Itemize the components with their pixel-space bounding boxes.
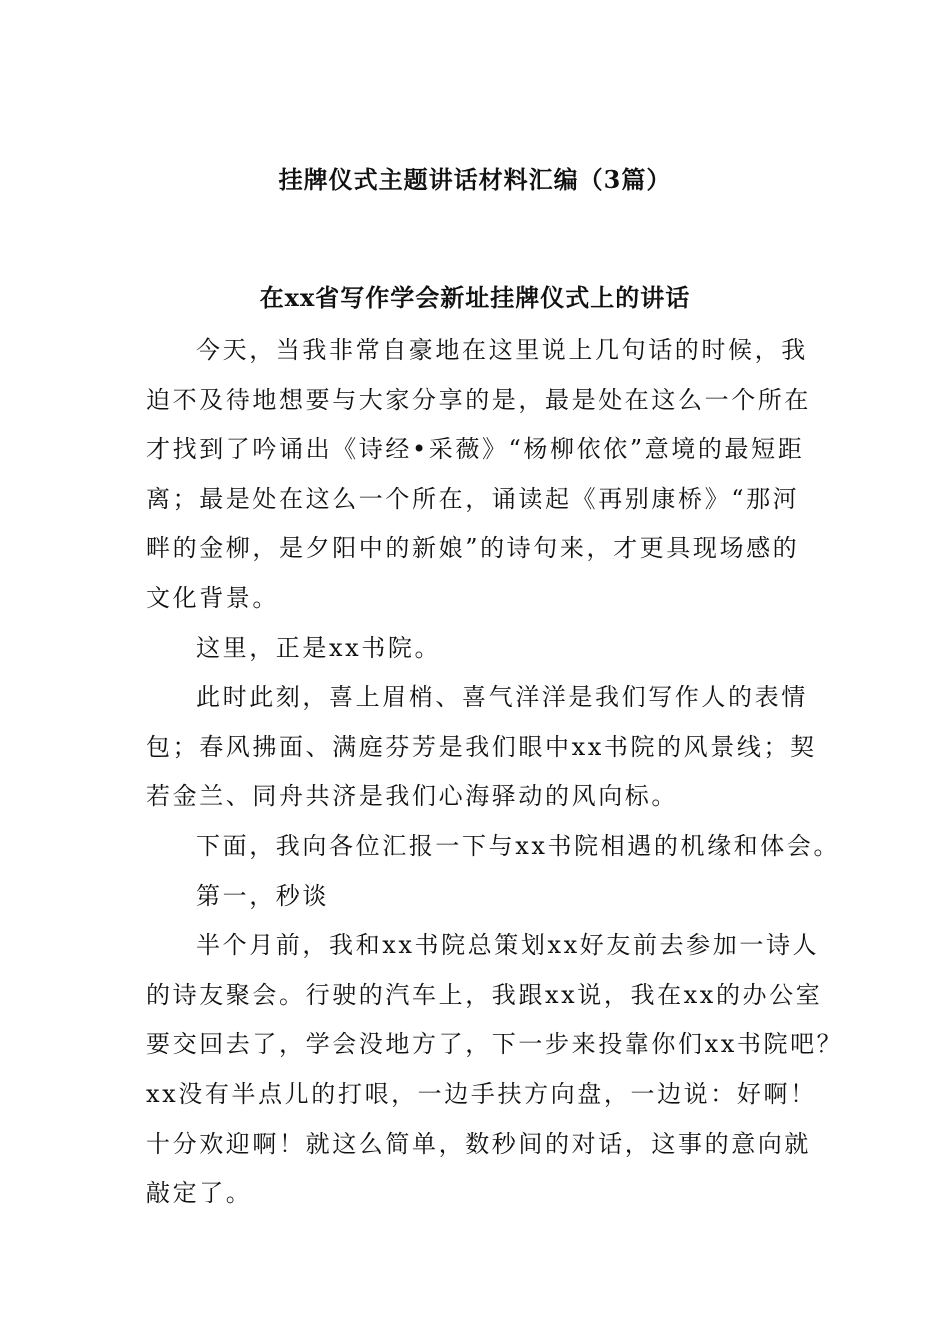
text-line: 畔的金柳，是夕阳中的新娘”的诗句来，才更具现场感的 (146, 534, 800, 563)
text-line: 第一，秒谈 (196, 881, 329, 910)
text-line: 离；最是处在这么一个所在，诵读起《再别康桥》“那河 (146, 484, 800, 513)
text-line: 要交回去了，学会没地方了，下一步来投靠你们xx书院吧？ (146, 1030, 844, 1059)
text-line: 今天，当我非常自豪地在这里说上几句话的时候，我 (196, 336, 808, 364)
text-line: 文化背景。 (146, 583, 279, 612)
text-line: 敲定了。 (146, 1179, 253, 1208)
text-line: 的诗友聚会。行驶的汽车上，我跟xx说，我在xx的办公室 (146, 980, 823, 1009)
text-line: 若金兰、同舟共济是我们心海驿动的风向标。 (146, 782, 678, 811)
text-line: 十分欢迎啊！就这么简单，数秒间的对话，这事的意向就 (146, 1129, 811, 1158)
speech-body (146, 326, 844, 1219)
text-line: 这里，正是xx书院。 (196, 633, 442, 662)
text-line: xx没有半点儿的打哏，一边手扶方向盘，一边说：好啊！ (146, 1079, 817, 1108)
text-line: 包；春风拂面、满庭芬芳是我们眼中xx书院的风景线；契 (146, 732, 817, 761)
text-line: 半个月前，我和xx书院总策划xx好友前去参加一诗人 (196, 931, 820, 960)
speech-title: 在xx省写作学会新址挂牌仪式上的讲话 (259, 283, 691, 312)
text-line: 此时此刻，喜上眉梢、喜气洋洋是我们写作人的表情 (196, 683, 808, 712)
text-line: 迫不及待地想要与大家分享的是，最是处在这么一个所在 (146, 385, 811, 414)
document-title: 挂牌仪式主题讲话材料汇编（3篇） (278, 165, 672, 194)
text-line: 下面，我向各位汇报一下与xx书院相遇的机缘和体会。 (196, 831, 841, 860)
text-line: 才找到了吟诵出《诗经•采薇》“杨柳依依”意境的最短距 (146, 435, 805, 464)
